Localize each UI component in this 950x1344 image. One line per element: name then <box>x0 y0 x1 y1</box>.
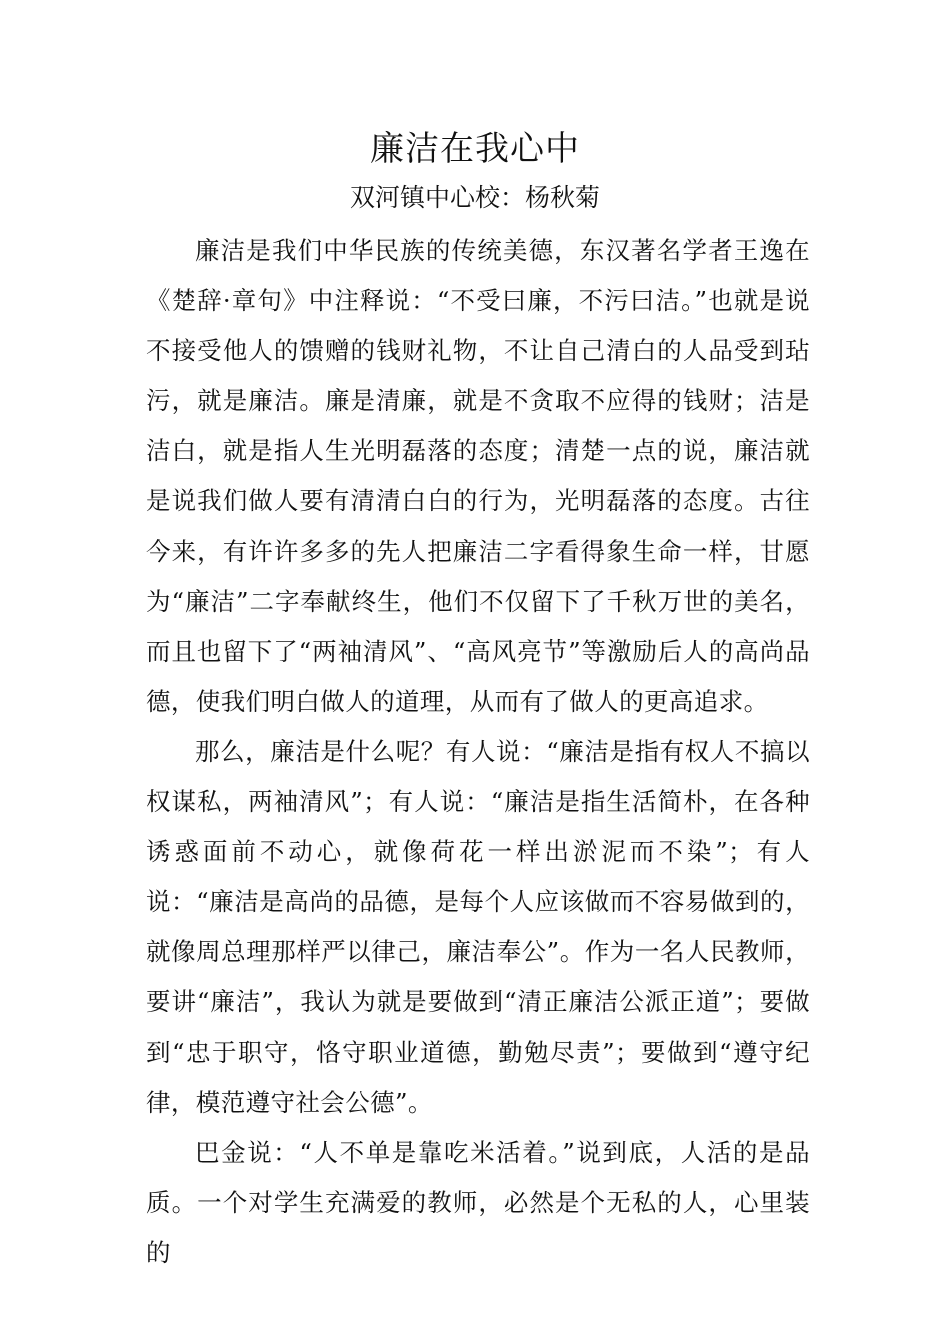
document-body <box>146 226 810 1278</box>
document-author: 双河镇中心校：杨秋菊 <box>349 183 600 212</box>
paragraph-3: 巴金说：“人不单是靠吃米活着。”说到底，人活的是品质。一个对学生充满爱的教师，必然是个无私的人，心里装的 <box>146 1137 810 1267</box>
document-title: 廉洁在我心中 <box>370 129 580 169</box>
paragraph-2: 那么，廉洁是什么呢？有人说：“廉洁是指有权人不搞以权谋私，两袖清风”；有人说：“廉洁是指生活简朴，在各种诱惑面前不动心，就像荷花一样出淤泥而不染”；有人说：“廉洁是高尚的品德，是每个人应该做而不容易做到的，就像周总理那样严以律己，廉洁奉公”。作为一名人民教师，要讲“廉洁”，我认为就是要做到“清正廉洁公派正道”；要做到“忠于职守，恪守职业道德，勤勉尽责”；要做到“遵守纪律，模范遵守社会公德”。 <box>146 736 810 1117</box>
paragraph-1: 廉洁是我们中华民族的传统美德，东汉著名学者王逸在《楚辞·章句》中注释说：“不受曰廉，不污曰洁。”也就是说不接受他人的馈赠的钱财礼物，不让自己清白的人品受到玷污，就是廉洁。廉是清廉，就是不贪取不应得的钱财；洁是洁白，就是指人生光明磊落的态度；清楚一点的说，廉洁就是说我们做人要有清清白白的行为，光明磊落的态度。古往今来，有许许多多的先人把廉洁二字看得象生命一样，甘愿为“廉洁”二字奉献终生，他们不仅留下了千秋万世的美名，而且也留下了“两袖清风”、“高风亮节”等激励后人的高尚品德，使我们明白做人的道理，从而有了做人的更高追求。 <box>146 236 810 716</box>
